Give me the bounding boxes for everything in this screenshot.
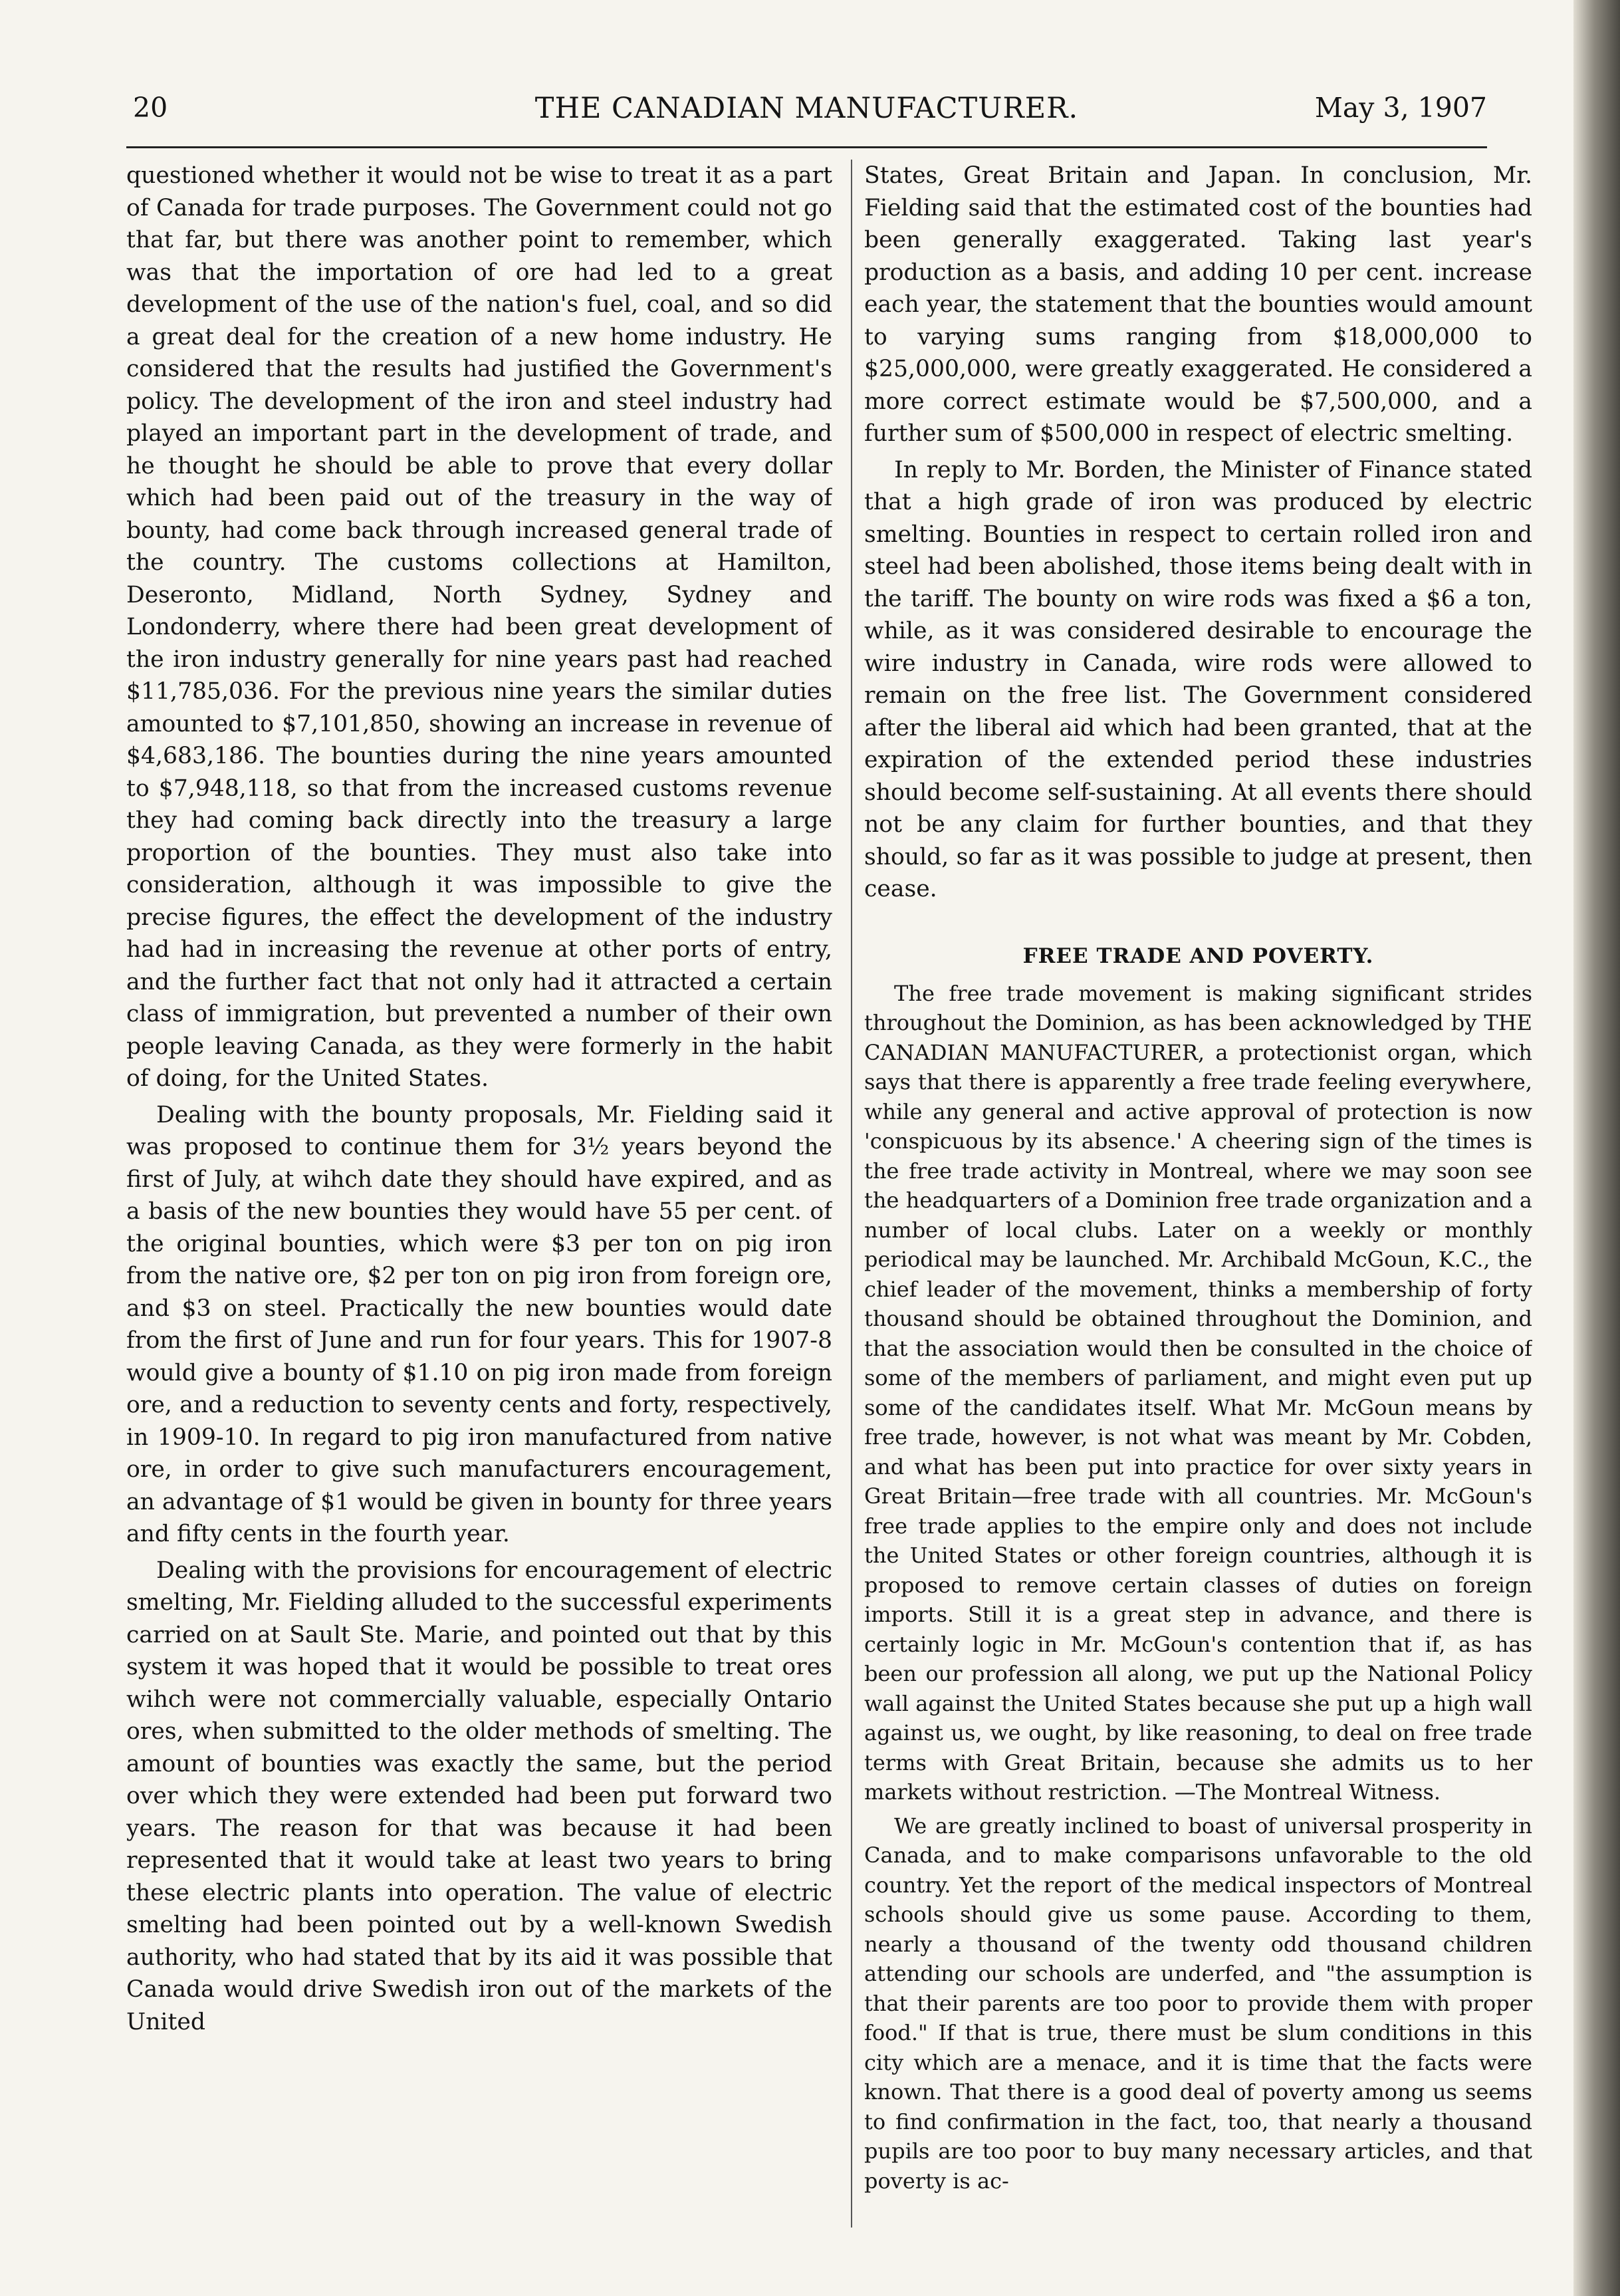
editorial-heading: FREE TRADE AND POVERTY. [1022,944,1374,968]
right-column [864,160,1532,2247]
header-rule [126,146,1487,148]
column-divider [851,160,852,2228]
editorial-paragraph: We are greatly inclined to boast of universal prosperity in Canada, and to make comparisons unfavorable to the old country. Yet the report of the medical inspectors of Montreal schools should give us some pause. According to them, nearly a thousand of the twenty odd thousand children attending our schools are underfed, and "the assumption is that their parents are too poor to provide them with proper food." If that is true, there must be slum conditions in this city which are a menace, and it is time that the facts were known. That there is a good deal of poverty among us seems to find confirmation in the fact, too, that nearly a thousand pupils are too poor to buy many necessary articles, and that poverty is ac- [864,1813,1532,2194]
article-paragraph: In reply to Mr. Borden, the Minister of Finance stated that a high grade of iron was produced by electric smelting. Bounties in respect to certain rolled iron and steel had been abolished, those items being dealt with in the tariff. The bounty on wire rods was fixed a $6 a ton, while, as it was considered desirable to encourage the wire industry in Canada, wire rods were allowed to remain on the free list. The Government considered after the liberal aid which had been granted, that at the expiration of the extended period these industries should become self-sustaining. At all events there should not be any claim for further bounties, and that they should, so far as it was possible to judge at present, then cease. [864,456,1532,902]
article-paragraph: Dealing with the bounty proposals, Mr. Fielding said it was proposed to continue them for 3½ years beyond the first of July, at wihch date they should have expired, and as a basis of the new bounties they would have 55 per cent. of the original bounties, which were $3 per ton on pig iron from the native ore, $2 per ton on pig iron from foreign ore, and $3 on steel. Practically the new bounties would date from the first of June and run for four years. This for 1907-8 would give a bounty of $1.10 on pig iron made from foreign ore, and a reduction to seventy cents and forty, respectively, in 1909-10. In regard to pig iron manufactured from native ore, in order to give such manufacturers encouragement, an advantage of $1 would be given in bounty for three years and fifty cents in the fourth year. [126,1101,832,1547]
issue-date: May 3, 1907 [1314,92,1487,124]
left-column [126,160,832,2247]
page-number: 20 [133,92,168,124]
editorial-paragraph: The free trade movement is making significant strides throughout the Dominion, as has been acknowledged by THE CANADIAN MANUFACTURER, a protectionist organ, which says that there is apparently a free trade feeling everywhere, while any general and active approval of protection is now 'conspicuous by its absence.' A cheering sign of the times is the free trade activity in Montreal, where we may soon see the headquarters of a Dominion free trade organization and a number of local clubs. Later on a weekly or monthly periodical may be launched. Mr. Archibald McGoun, K.C., the chief leader of the movement, thinks a membership of forty thousand should be obtained throughout the Dominion, and that the association would then be consulted in the choice of some of the members of parliament, and might even put up some of the candidates itself. What Mr. McGoun means by free trade, however, is not what was meant by Mr. Cobden, and what has been put into practice for over sixty years in Great Britain—free trade with all countries. Mr. McGoun's free trade applies to the empire only and does not include the United States or other foreign countries, although it is proposed to remove certain classes of duties on foreign imports. Still it is a great step in advance, and there is certainly logic in Mr. McGoun's contention that if, as has been our profession all along, we put up the National Policy wall against the United States because she put up a high wall against us, we ought, by like reasoning, to deal on free trade terms with Great Britain, because she admits us to her markets without restriction. —The Montreal Witness. [864,980,1532,1805]
article-paragraph: States, Great Britain and Japan. In conclusion, Mr. Fielding said that the estimated cost of the bounties had been generally exaggerated. Taking last year's production as a basis, and adding 10 per cent. increase each year, the statement that the bounties would amount to varying sums ranging from $18,000,000 to $25,000,000, were greatly exaggerated. He considered a more correct estimate would be $7,500,000, and a further sum of $500,000 in respect of electric smelting. [864,162,1532,447]
masthead: THE CANADIAN MANUFACTURER. [534,92,1079,125]
article-paragraph: questioned whether it would not be wise to treat it as a part of Canada for trade purposes. The Government could not go that far, but there was another point to remember, which was that the importation of ore had led to a great development of the use of the nation's fuel, coal, and so did a great deal for the creation of a new home industry. He considered that the results had justified the Government's policy. The development of the iron and steel industry had played an important part in the development of trade, and he thought he should be able to prove that every dollar which had been paid out of the treasury in the way of bounty, had come back through increased general trade of the country. The customs collections at Hamilton, Deseronto, Midland, North Sydney, Sydney and Londonderry, where there had been great development of the iron industry generally for nine years past had reached $11,785,036. For the previous nine years the similar duties amounted to $7,101,850, showing an increase in revenue of $4,683,186. The bounties during the nine years amounted to $7,948,118, so that from the increased customs revenue they had coming back directly into the treasury a large proportion of the bounties. They must also take into consideration, although it was impossible to give the precise figures, the effect the development of the industry had had in increasing the revenue at other ports of entry, and the further fact that not only had it attracted a certain class of immigration, but prevented a number of their own people leaving Canada, as they were formerly in the habit of doing, for the United States. [126,162,832,1092]
page-edge-shadow [1573,0,1620,2296]
page-header [126,92,1487,145]
article-paragraph: Dealing with the provisions for encouragement of electric smelting, Mr. Fielding alluded to the successful experiments carried on at Sault Ste. Marie, and pointed out that by this system it was hoped that it would be possible to treat ores wihch were not commercially valuable, especially Ontario ores, when submitted to the older methods of smelting. The amount of bounties was exactly the same, but the period over which they were extended had been put forward two years. The reason for that was because it had been represented that it would take at least two years to bring these electric plants into operation. The value of electric smelting had been pointed out by a well-known Swedish authority, who had stated that by its aid it was possible that Canada would drive Swedish iron out of the markets of the United [126,1557,832,2035]
